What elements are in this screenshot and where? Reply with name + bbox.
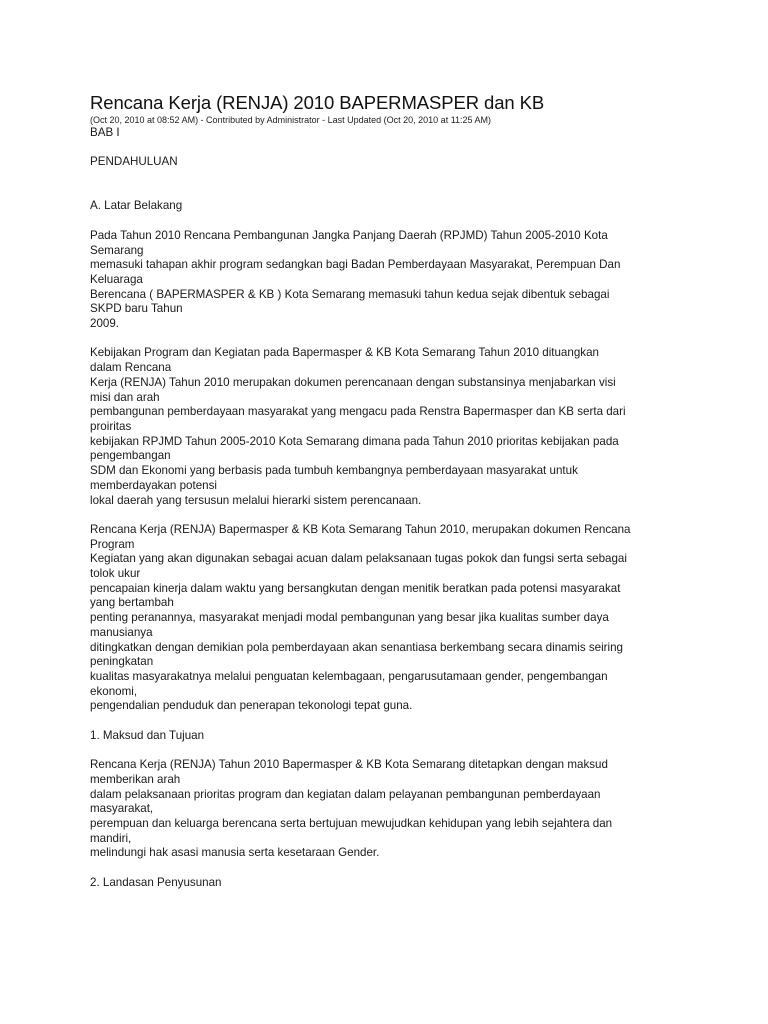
text-line: ekonomi, bbox=[90, 684, 138, 698]
text-line: pengembangan bbox=[90, 449, 171, 463]
text-line: Pada Tahun 2010 Rencana Pembangunan Jangka Panjang Daerah (RPJMD) Tahun 2005-2010 Kota bbox=[90, 228, 608, 242]
text-line: Program bbox=[90, 537, 135, 551]
blank-line bbox=[90, 508, 702, 523]
text-line: 2009. bbox=[90, 317, 120, 331]
blank-line bbox=[90, 743, 702, 758]
document-meta: (Oct 20, 2010 at 08:52 AM) - Contributed by Administrator - Last Updated (Oct 20, 2010 at 11:25 AM) bbox=[90, 115, 492, 125]
blank-line bbox=[90, 214, 702, 229]
text-line: tolok ukur bbox=[90, 567, 141, 580]
text-line: memberikan arah bbox=[90, 772, 181, 786]
text-line: kebijakan RPJMD Tahun 2005-2010 Kota Semarang dimana pada Tahun 2010 prioritas kebijakan pada bbox=[90, 434, 619, 448]
text-line: misi dan arah bbox=[90, 390, 160, 404]
document-page bbox=[90, 92, 702, 890]
blank-line bbox=[90, 141, 702, 156]
text-line: memasuki tahapan akhir program sedangkan bagi Badan Pemberdayaan Masyarakat, Perempuan Dan bbox=[90, 258, 621, 272]
text-line: SDM dan Ekonomi yang berbasis pada tumbuh kembangnya pemberdayaan masyarakat untuk bbox=[90, 464, 578, 478]
blank-line bbox=[90, 185, 702, 200]
text-line: Kebijakan Program dan Kegiatan pada Bapermasper & KB Kota Semarang Tahun 2010 dituangkan bbox=[90, 346, 599, 360]
text-line: dalam Rencana bbox=[90, 361, 172, 375]
blank-line bbox=[90, 332, 702, 347]
text-line: ditingkatkan dengan demikian pola pemberdayaan akan senantiasa berkembang secara dinamis seiring bbox=[90, 640, 624, 654]
text-line: Kerja (RENJA) Tahun 2010 merupakan dokumen perencanaan dengan substansinya menjabarkan visi bbox=[90, 375, 616, 389]
text-line: lokal daerah yang tersusun melalui hierarki sistem perencanaan. bbox=[90, 493, 422, 507]
text-line: 2. Landasan Penyusunan bbox=[90, 875, 222, 889]
document-title: Rencana Kerja (RENJA) 2010 BAPERMASPER dan KB bbox=[90, 92, 545, 113]
text-line: pencapaian kinerja dalam waktu yang bersangkutan dengan menitik beratkan pada potensi masyarakat bbox=[90, 581, 621, 595]
text-line: melindungi hak asasi manusia serta kesetaraan Gender. bbox=[90, 846, 380, 860]
text-line: pengendalian penduduk dan penerapan tekonologi tepat guna. bbox=[90, 699, 413, 713]
text-line: peningkatan bbox=[90, 655, 154, 669]
text-line: mandiri, bbox=[90, 831, 132, 845]
text-line: Berencana ( BAPERMASPER & KB ) Kota Semarang memasuki tahun kedua sejak dibentuk sebagai bbox=[90, 287, 610, 301]
text-line: Semarang bbox=[90, 243, 144, 257]
text-line: Rencana Kerja (RENJA) Tahun 2010 Bapermasper & KB Kota Semarang ditetapkan dengan maksud bbox=[90, 758, 608, 772]
text-line: dalam pelaksanaan prioritas program dan kegiatan dalam pelayanan pembangunan pemberdayaan bbox=[90, 787, 601, 801]
document-body bbox=[90, 126, 702, 890]
text-line: Keluaraga bbox=[90, 272, 143, 286]
text-line: Kegiatan yang akan digunakan sebagai acuan dalam pelaksanaan tugas pokok dan fungsi serta sebagai bbox=[90, 552, 627, 566]
blank-line bbox=[90, 714, 702, 729]
text-line: proiritas bbox=[90, 419, 132, 433]
text-line: perempuan dan keluarga berencana serta bertujuan mewujudkan kehidupan yang lebih sejahtera dan bbox=[90, 816, 613, 830]
text-line: memberdayakan potensi bbox=[90, 478, 217, 492]
text-line: A. Latar Belakang bbox=[90, 199, 183, 213]
text-line: pembangunan pemberdayaan masyarakat yang mengacu pada Renstra Bapermasper dan KB serta dari bbox=[90, 405, 626, 419]
text-line: masyarakat, bbox=[90, 802, 154, 816]
blank-line bbox=[90, 170, 702, 185]
text-line: yang bertambah bbox=[90, 596, 174, 610]
text-line: penting peranannya, masyarakat menjadi modal pembangunan yang besar jika kualitas sumber daya bbox=[90, 611, 609, 625]
text-line: 1. Maksud dan Tujuan bbox=[90, 728, 205, 742]
text-line: PENDAHULUAN bbox=[90, 155, 178, 169]
text-line: manusianya bbox=[90, 625, 153, 639]
text-line: BAB I bbox=[90, 126, 120, 139]
text-line: Rencana Kerja (RENJA) Bapermasper & KB Kota Semarang Tahun 2010, merupakan dokumen Rencana bbox=[90, 522, 631, 536]
blank-line bbox=[90, 861, 702, 876]
text-line: kualitas masyarakatnya melalui penguatan kelembagaan, pengarusutamaan gender, pengembangan bbox=[90, 669, 608, 683]
text-line: SKPD baru Tahun bbox=[90, 302, 183, 316]
